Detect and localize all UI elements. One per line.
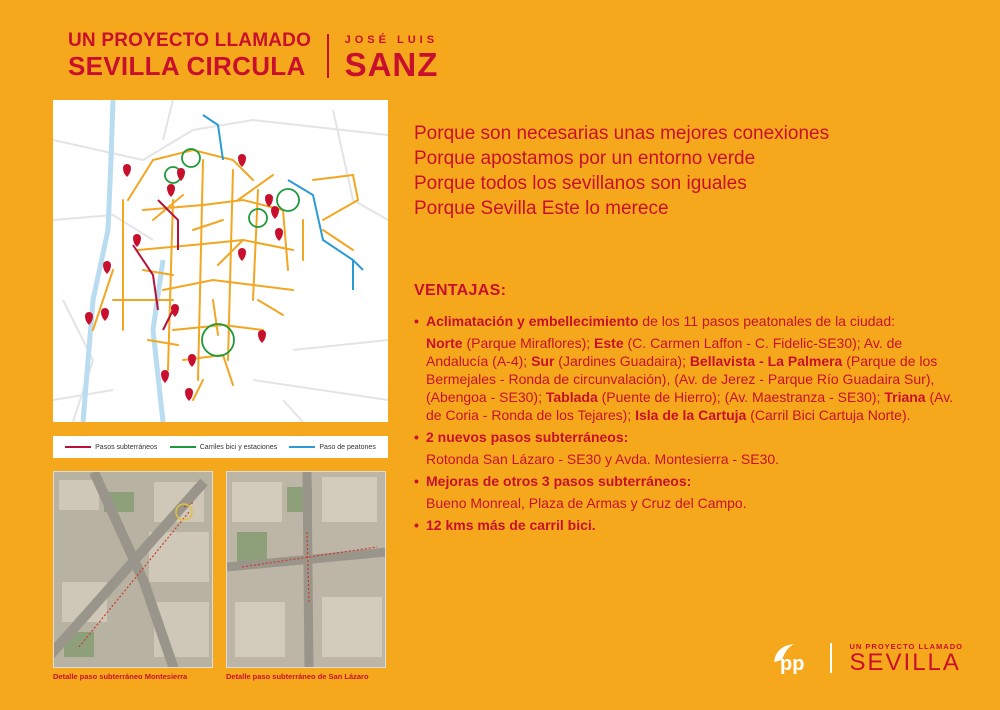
zone-label: Tablada xyxy=(545,389,598,405)
route-map-svg xyxy=(53,100,388,422)
zone-text: (Carril Bici Cartuja Norte). xyxy=(746,407,911,423)
route-map xyxy=(53,100,388,422)
sevilla-logo-big: SEVILLA xyxy=(849,648,961,676)
sevilla-logo xyxy=(850,642,963,675)
advantage-heading: Aclimatación y embellecimiento xyxy=(426,313,639,329)
advantage-desc: de los 11 pasos peatonales de la ciudad: xyxy=(638,313,895,329)
zone-label: Este xyxy=(594,335,624,351)
legend-pedestrian-swatch xyxy=(289,446,315,449)
advantage-heading: 12 kms más de carril bici. xyxy=(426,517,596,533)
aerial-photo-san-lazaro xyxy=(226,471,386,668)
map-legend xyxy=(53,436,388,458)
legend-bike-lanes-swatch xyxy=(170,446,196,449)
bullet-dot: • xyxy=(414,473,419,489)
advantage-item xyxy=(414,472,954,490)
zone-text: (Puente de Hierro); (Av. Maestranza - SE30); xyxy=(597,389,885,405)
legend-underpasses xyxy=(65,444,157,451)
candidate-first-name: JOSÉ LUIS xyxy=(344,34,439,46)
legend-bike-lanes xyxy=(170,444,277,451)
sevilla-logo-small: UN PROYECTO LLAMADO xyxy=(849,641,963,651)
reason-item: Porque son necesarias unas mejores conexiones xyxy=(414,123,830,144)
footer-divider xyxy=(830,643,832,673)
legend-bike-lanes-label: Carriles bici y estaciones xyxy=(199,443,278,451)
candidate-name xyxy=(345,30,439,82)
zone-label: Isla de la Cartuja xyxy=(635,407,747,423)
crossings-detail xyxy=(414,334,954,424)
pp-logo-icon xyxy=(770,640,820,676)
header-divider xyxy=(327,34,329,78)
advantage-desc: Bueno Monreal, Plaza de Armas y Cruz del Campo. xyxy=(426,495,747,511)
zone-text: (Parque de los Bermejales - Ronda de circunvalación), (Av. de Jerez - Parque Río Guadaira Sur), (Abengoa - SE30); xyxy=(426,353,938,405)
reasons-list xyxy=(414,121,829,221)
reason-item: Porque apostamos por un entorno verde xyxy=(414,148,756,169)
advantage-item xyxy=(414,312,954,330)
zone-text: (C. Carmen Laffon - C. Fidelic-SE30); Av. de Andalucía (A-4); xyxy=(426,335,903,369)
reason-item: Porque Sevilla Este lo merece xyxy=(414,198,669,219)
legend-underpasses-swatch xyxy=(65,446,91,449)
advantage-item xyxy=(414,428,954,446)
advantage-item xyxy=(414,516,954,534)
bullet-dot: • xyxy=(414,517,419,533)
legend-underpasses-label: Pasos subterráneos xyxy=(95,443,158,451)
reason-item: Porque todos los sevillanos son iguales xyxy=(414,173,747,194)
project-title-line1: UN PROYECTO LLAMADO xyxy=(68,30,312,51)
project-title-line2: SEVILLA CIRCULA xyxy=(68,51,306,81)
zone-label: Bellavista - La Palmera xyxy=(689,353,843,369)
project-title xyxy=(68,30,311,81)
advantage-heading: Mejoras de otros 3 pasos subterráneos: xyxy=(426,473,692,489)
legend-pedestrian-label: Paso de peatones xyxy=(319,443,376,451)
legend-pedestrian xyxy=(289,444,375,451)
header xyxy=(68,30,438,82)
bullet-dot: • xyxy=(414,313,419,329)
advantage-text xyxy=(426,312,895,330)
photo-caption-montesierra: Detalle paso subterráneo Montesierra xyxy=(53,672,188,681)
bullet-dot: • xyxy=(414,429,419,445)
zone-text: (Av. de Coria - Ronda de los Tejares); xyxy=(426,389,954,423)
aerial-photo-san-lazaro-image xyxy=(227,472,386,668)
aerial-photo-montesierra-image xyxy=(54,472,213,668)
advantage-desc: Rotonda San Lázaro - SE30 y Avda. Montesierra - SE30. xyxy=(426,451,780,467)
zone-label: Norte xyxy=(426,335,463,351)
advantages-title: VENTAJAS: xyxy=(414,282,507,299)
zone-text: (Jardines Guadaira); xyxy=(554,353,690,369)
zone-text: (Parque Miraflores); xyxy=(462,335,595,351)
photo-caption-san-lazaro: Detalle paso subterráneo de San Lázaro xyxy=(226,672,369,681)
footer-logos xyxy=(770,640,963,676)
advantage-heading: 2 nuevos pasos subterráneos: xyxy=(426,429,629,445)
zone-label: Triana xyxy=(884,389,926,405)
zone-label: Sur xyxy=(531,353,555,369)
aerial-photo-montesierra xyxy=(53,471,213,668)
candidate-last-name: SANZ xyxy=(344,46,439,83)
advantages-list xyxy=(414,312,954,538)
pp-logo-text: pp xyxy=(780,653,805,675)
